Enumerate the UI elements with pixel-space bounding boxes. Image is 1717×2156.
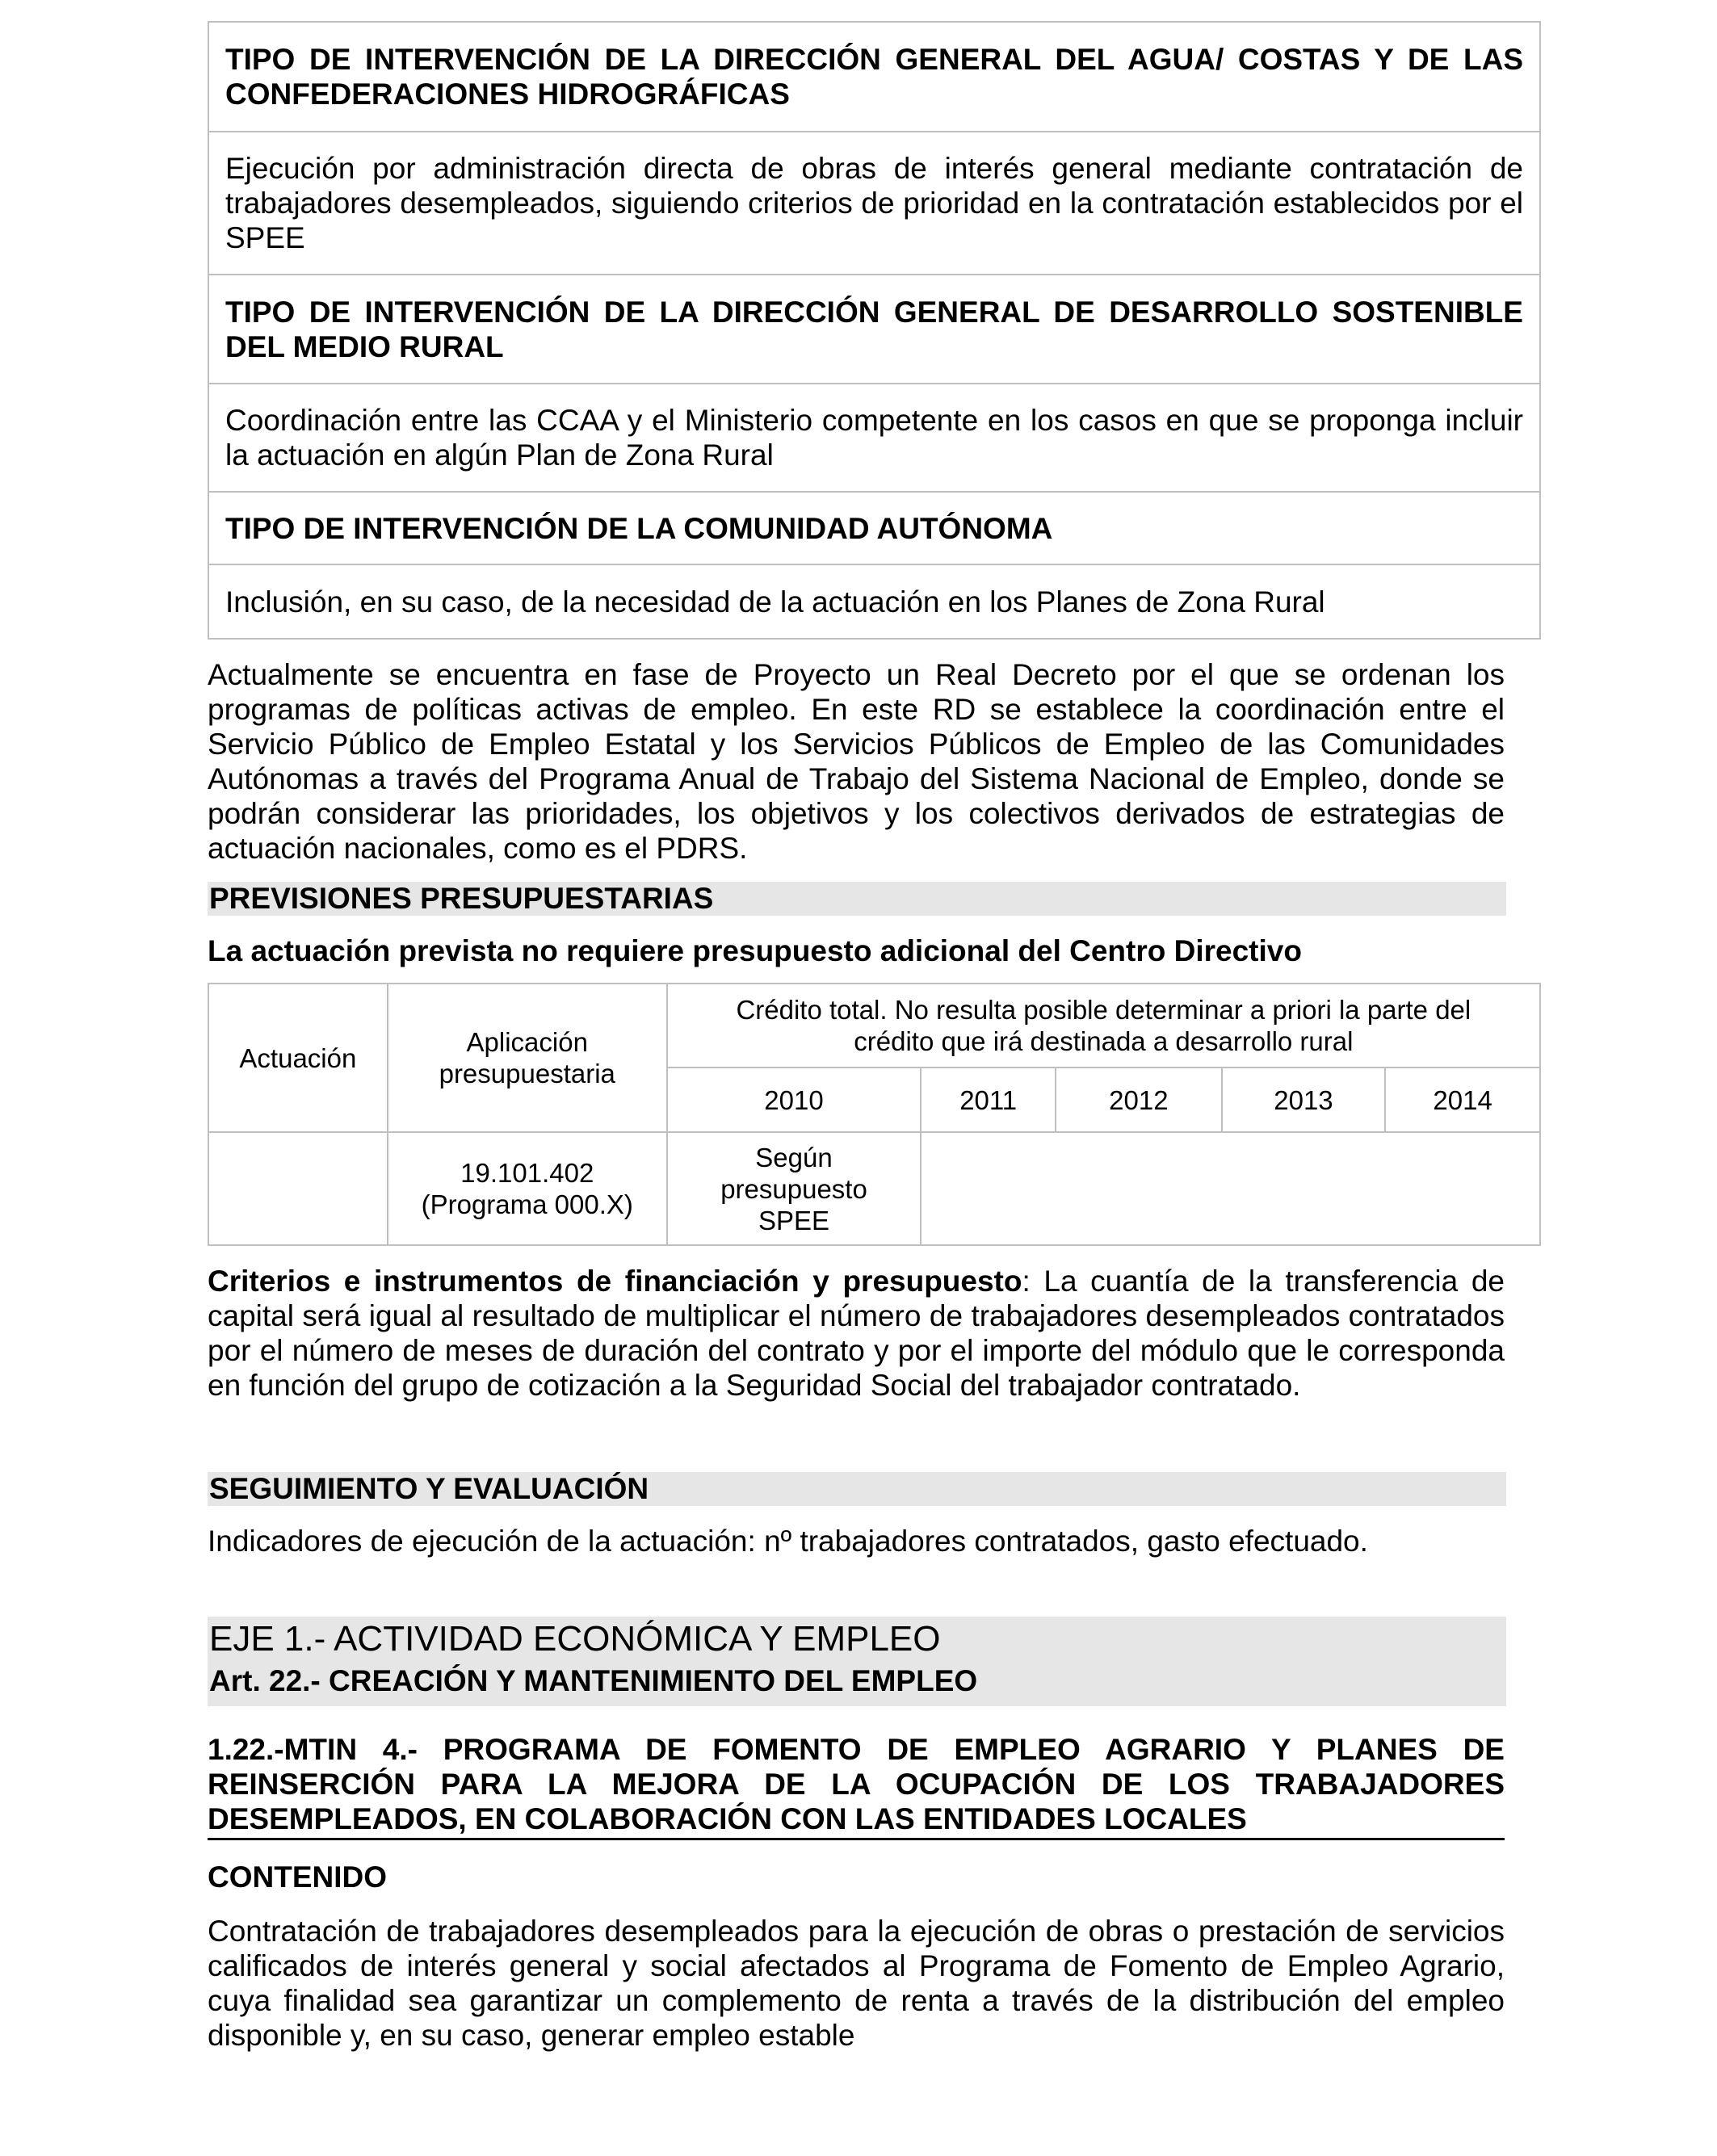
year-2011: 2011 [921, 1068, 1056, 1132]
credito-line-3: SPEE [758, 1205, 830, 1235]
measure-title: 1.22.-MTIN 4.- PROGRAMA DE FOMENTO DE EMPLEO AGRARIO Y PLANES DE REINSERCIÓN PARA LA MEJORA DE LA OCUPACIÓN DE LOS TRABAJADORES DESEMPLEADOS, EN COLABORACIÓN CON LAS ENTIDADES LOCALES [208, 1732, 1505, 1840]
intervention-heading-rural: TIPO DE INTERVENCIÓN DE LA DIRECCIÓN GENERAL DE DESARROLLO SOSTENIBLE DEL MEDIO RURAL [208, 275, 1540, 384]
row-credito-2010 [667, 1132, 921, 1245]
intervention-body-ccaa: Inclusión, en su caso, de la necesidad de la actuación en los Planes de Zona Rural [208, 564, 1540, 639]
document-page [208, 21, 1540, 2053]
budget-section-title: PREVISIONES PRESUPUESTARIAS [208, 882, 1506, 916]
aplicacion-code: 19.101.402 [460, 1158, 594, 1188]
year-2012: 2012 [1056, 1068, 1222, 1132]
article-title: Art. 22.- CREACIÓN Y MANTENIMIENTO DEL EMPLEO [209, 1664, 978, 1697]
row-actuacion [208, 1132, 388, 1245]
aplicacion-programa: (Programa 000.X) [421, 1189, 633, 1219]
credito-line-1: Según [755, 1142, 833, 1172]
credito-line-2: presupuesto [720, 1173, 867, 1204]
col-header-actuacion: Actuación [208, 984, 388, 1132]
intervention-heading-ccaa: TIPO DE INTERVENCIÓN DE LA COMUNIDAD AUTÓNOMA [208, 492, 1540, 564]
content-title: CONTENIDO [208, 1860, 387, 1894]
intervention-body-water: Ejecución por administración directa de obras de interés general mediante contratación de trabajadores desempleados, siguiendo criterios de prioridad en la contratación establecidos por el SPEE [208, 132, 1540, 275]
followup-title: SEGUIMIENTO Y EVALUACIÓN [208, 1472, 1506, 1506]
intro-paragraph: Actualmente se encuentra en fase de Proyecto un Real Decreto por el que se ordenan los programas de políticas activas de empleo. En este RD se establece la coordinación entre el Servicio Público de Empleo Estatal y los Servicios Públicos de Empleo de las Comunidades Autónomas a través del Programa Anual de Trabajo del Sistema Nacional de Empleo, donde se podrán considerar las prioridades, los objetivos y los colectivos derivados de estrategias de actuación nacionales, como es el PDRS. [208, 658, 1505, 865]
eje-band [208, 1617, 1506, 1706]
row-credito-empty [921, 1132, 1540, 1245]
budget-table [208, 983, 1541, 1246]
budget-note: La actuación prevista no requiere presupuesto adicional del Centro Directivo [208, 934, 1302, 967]
year-2014: 2014 [1385, 1068, 1540, 1132]
criteria-label: Criterios e instrumentos de financiación y presupuesto [208, 1265, 1022, 1298]
year-2010: 2010 [667, 1068, 921, 1132]
criteria-paragraph [208, 1264, 1505, 1403]
col-header-aplicacion: Aplicación presupuestaria [388, 984, 667, 1132]
eje-title: EJE 1.- ACTIVIDAD ECONÓMICA Y EMPLEO [209, 1619, 941, 1659]
intervention-body-rural: Coordinación entre las CCAA y el Ministerio competente en los casos en que se proponga incluir la actuación en algún Plan de Zona Rural [208, 384, 1540, 492]
year-2013: 2013 [1222, 1068, 1386, 1132]
followup-text: Indicadores de ejecución de la actuación: nº trabajadores contratados, gasto efectuado. [208, 1525, 1368, 1558]
intervention-heading-water: TIPO DE INTERVENCIÓN DE LA DIRECCIÓN GENERAL DEL AGUA/ COSTAS Y DE LAS CONFEDERACIONES HIDROGRÁFICAS [208, 22, 1540, 132]
col-header-credito: Crédito total. No resulta posible determinar a priori la parte del crédito que irá destinada a desarrollo rural [667, 984, 1540, 1068]
intervention-table [208, 21, 1541, 640]
row-aplicacion [388, 1132, 667, 1245]
criteria-text: : La cuantía de la transferencia de capital será igual al resultado de multiplicar el número de trabajadores desempleados contratados por el número de meses de duración del contrato y por el importe del módulo que le corresponda en función del grupo de cotización a la Seguridad Social del trabajador contratado. [208, 1265, 1505, 1402]
content-text: Contratación de trabajadores desempleados para la ejecución de obras o prestación de servicios calificados de interés general y social afectados al Programa de Fomento de Empleo Agrario, cuya finalidad sea garantizar un complemento de renta a través de la distribución del empleo disponible y, en su caso, generar empleo estable [208, 1915, 1505, 2052]
